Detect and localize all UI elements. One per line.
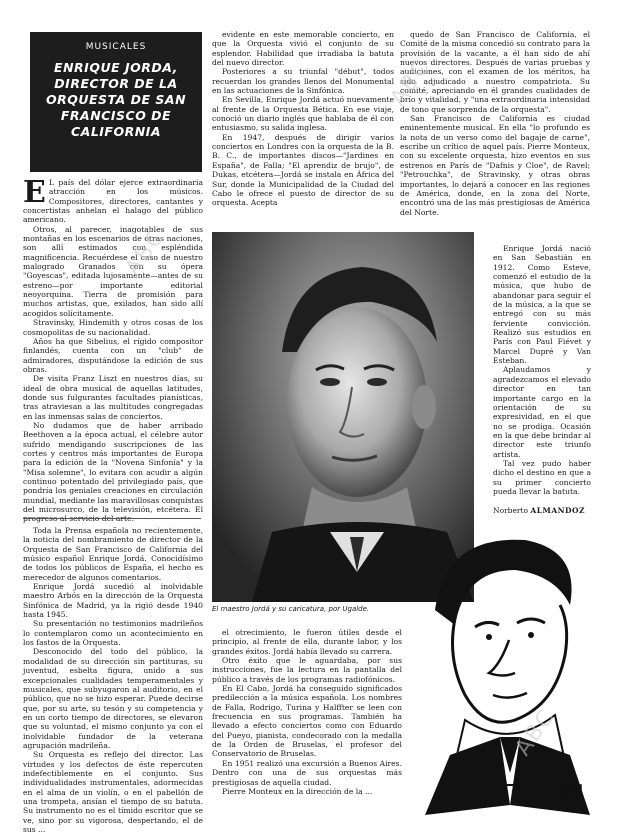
byline-name: ALMANDOZ — [530, 506, 586, 515]
paragraph: evidente en este memorable concierto, en que la Orquesta vivió el conjunto de su esplendor. Habilidad que irradiaba la batuta del nuevo director. — [212, 30, 394, 68]
right-narrow-column — [493, 244, 591, 502]
photo-caption: El maestro Jordá y su caricatura, por Ugalde. — [212, 605, 370, 613]
paragraph: Stravinsky, Hindemith y otros cosas de los cosmopolitas de su nacionalidad. — [23, 318, 203, 337]
right-column — [400, 30, 590, 240]
paragraph: Enrique Jordá sucedió al inolvidable maestro Arbós en la dirección de la Orquesta Sinfónica de Madrid, ya la rigió desde 1940 hasta 1945. — [23, 582, 203, 620]
column-rule — [23, 518, 201, 519]
headline-block — [30, 32, 202, 172]
watermark: ABC — [385, 54, 436, 111]
paragraph: quedo de San Francisco de California, el Comité de la misma concedió su contrato para la provisión de la vacante, a él han sido de ahí nuevos directores. Después de varias pruebas y audiciones, con el examen de los méritos, ha sido adjudicado a nuestro compatriota. Su comité, apreciando en él grandes cualidades de brío y vitalidad, y "una extraordinaria intensidad de tono que sorprenda de la orquesta". — [400, 30, 590, 114]
paragraph: Enrique Jordá nació en San Sebastián en 1912. Como Esteve, comenzó el estudio de la música, que hubo de abandonar para seguir el de la música, a la que se entregó con su más ferviente convicción. Realizó sus estudios en París con Paul Fiévet y Marcel Dupré y Van Esteban. — [493, 244, 591, 366]
paragraph: Años ha que Sibelius, el rígido compositor finlandés, cuenta con un "club" de admiradores, disputándose la edición de sus obras. — [23, 336, 203, 374]
watermark: ABC — [120, 224, 171, 281]
paragraph: En 1951 realizó una excursión a Buenos Aires. Dentro con una de sus orquestas más prestigiosas de aquella ciudad. — [212, 758, 402, 787]
paragraph: L país del dólar ejerce extraordinaria atracción en los músicos. Compositores, directores, cantantes y concertistas anhelan el halago del público americano. — [23, 178, 203, 225]
paragraph: el otrecimiento, le fueron útiles desde el principio, al frente de ella, durante labor, y los grandes éxitos. Jordá había llevado su carrera. — [212, 628, 402, 656]
paragraph: De visita Franz Liszt en nuestros días, su ideal de obra musical de aquellas latitudes, donde sus fulgurantes facultades pianísticas, tras atraviesan a las multitudes congregadas en las inmensas salas de conciertos. — [23, 374, 203, 421]
paragraph: Su presentación no testimonios madrileños lo contemplaron como un acontecimiento en los fastos de la Orquesta. — [23, 619, 203, 648]
byline — [493, 506, 585, 515]
headline: ENRIQUE JORDA, DIRECTOR DE LA ORQUESTA DE SAN FRANCISCO DE CALIFORNIA — [45, 60, 187, 139]
drop-cap: E — [23, 175, 46, 210]
paragraph: Su Orquesta es reflejo del director. Las virtudes y los defectos de éste repercuten indefectiblemente en el conjunto. Sus individualidades instrumentales, adormecidas en el alma de un violín, o en el pabellón de una trompeta, ansían el tiempo de su batuta. Su instrumento no es el tímido escritor que se ve, sino por su vigorosa, despertando, el de sus ... — [23, 750, 203, 834]
paragraph: Otro éxito que le aguardaba, por sus instrucciones, fue la lectura en la pantalla del público a través de los programas radiofónicos. — [212, 656, 402, 684]
paragraph: Pierre Monteux en la dirección de la ... — [222, 786, 373, 796]
paragraph: Aplaudamos y agradezcamos el elevado director en tan importante cargo en la orientación de su expresividad, en el que no se prodiga. Ocasión en la que debe brindar al director este triunfo artista. — [493, 365, 591, 459]
paragraph: Otros, al parecer, inagotables de sus montañas en los escenarios de otras naciones, son allí estimados con espléndida magnificencia. Recuérdese el caso de nuestro malogrado Granados con su ópera "Goyescas", editada lujosamente—antes de su estreno—por importante editorial neoyorquina. Tierra de promisión para muchos artistas, que, exilados, han sido allí acogidos solícitamente. — [23, 224, 203, 318]
paragraph: San Francisco de California es ciudad eminentemente musical. En ella "lo profundo es la nota de un verso como del bagaje de carne", escribe un crítico de aquel país. Pierre Monteux, con su excelente orquesta, hizo eventos en sus estrenos en París de "Dafnis y Cloe", de Ravel; "Petrouchka", de Stravinsky, y otras obras importantes, lo dejará a conocer en las regiones de América, donde, en la zona del Norte, encontró una de las más prestigiosas de América del Norte. — [400, 114, 590, 217]
watermark: ABC — [510, 704, 561, 761]
paragraph: Desconocido del todo del público, la modalidad de su dirección sin partituras, su juventud, esbelta figura, unido a sus excepcionales cualidades temperamentales y musicales, que subyugaron al auditorio, en el público, que no se hizo esperar. Puede decirse que, por su arte, su tesón y su competencia y en un corto tiempo de directores, se elevaron que su voluntad, el mismo conjunto ya con el inolvidable fundador de la veterana agrupación madrileña. — [23, 647, 203, 750]
byline-prefix: Norberto — [493, 506, 529, 515]
paragraph: En El Cabo, Jordá ha conseguido significados predilección a la música española. Los nombres de Falla, Rodrigo, Turina y Halffter se leen con frecuencia en sus programas. También ha llevado a efecto conciertos como con Eduardo del Pueyo, pianista, condecorado con la medalla de la Orden de Bruselas, el profesor del Conservatorio de Bruselas. — [212, 684, 402, 759]
paragraph: Posteriores a su triunfal "début", todos recuerdan los grandes llenos del Monumental en las actuaciones de la Sinfónica. — [212, 67, 394, 96]
paragraph: En Sevilla, Enrique Jordá actuó nuevamente al frente de la Orquesta Bética. En ese viaje, conoció un diario inglés que hablaba de él con entusiasmo, su salida inglesa. — [212, 95, 394, 133]
section-kicker: MUSICALES — [85, 42, 147, 52]
left-column-lower — [23, 526, 203, 834]
middle-column — [212, 30, 394, 228]
paragraph: Toda la Prensa española no recientemente, la noticia del nombramiento de director de la Orquesta de San Francisco de California del músico español Enrique Jordá. Conocidísimo de todos los públicos de España, el hecho es merecedor de algunos comentarios. — [23, 526, 203, 582]
paragraph: En 1947, después de dirigir varios conciertos en Londres con la orquesta de la B. B. C., de importantes discos—"Jardines en España", de Falla; "El aprendiz de brujo", de Dukas, etcétera—Jordá se instala en África del Sur, donde la Municipalidad de la Ciudad del Cabo le ofrece el puesto de director de su orquesta. Acepta — [212, 132, 394, 208]
bottom-middle-column — [212, 628, 402, 826]
paragraph: No dudamos que de haber arribado Beethoven a la época actual, el célebre autor sufrido mendigando suscripciones de las cortes y centros más importantes de Europa para la edición de la "Novena Sinfonía" y la "Misa solemne", lo evitara con acudir a algún continuo potentado del privilegiado país, que pondría los geniales creaciones en circulación mundial, mediante las maravillosas conquistas del microsurco, de la televisión, etcétera. El — [23, 420, 203, 515]
caricature-drawing — [405, 515, 597, 820]
paragraph: Tal vez pudo haber dicho el destino en que a su primer concierto pueda llevar la batuta. — [493, 458, 591, 496]
left-column — [23, 175, 203, 520]
